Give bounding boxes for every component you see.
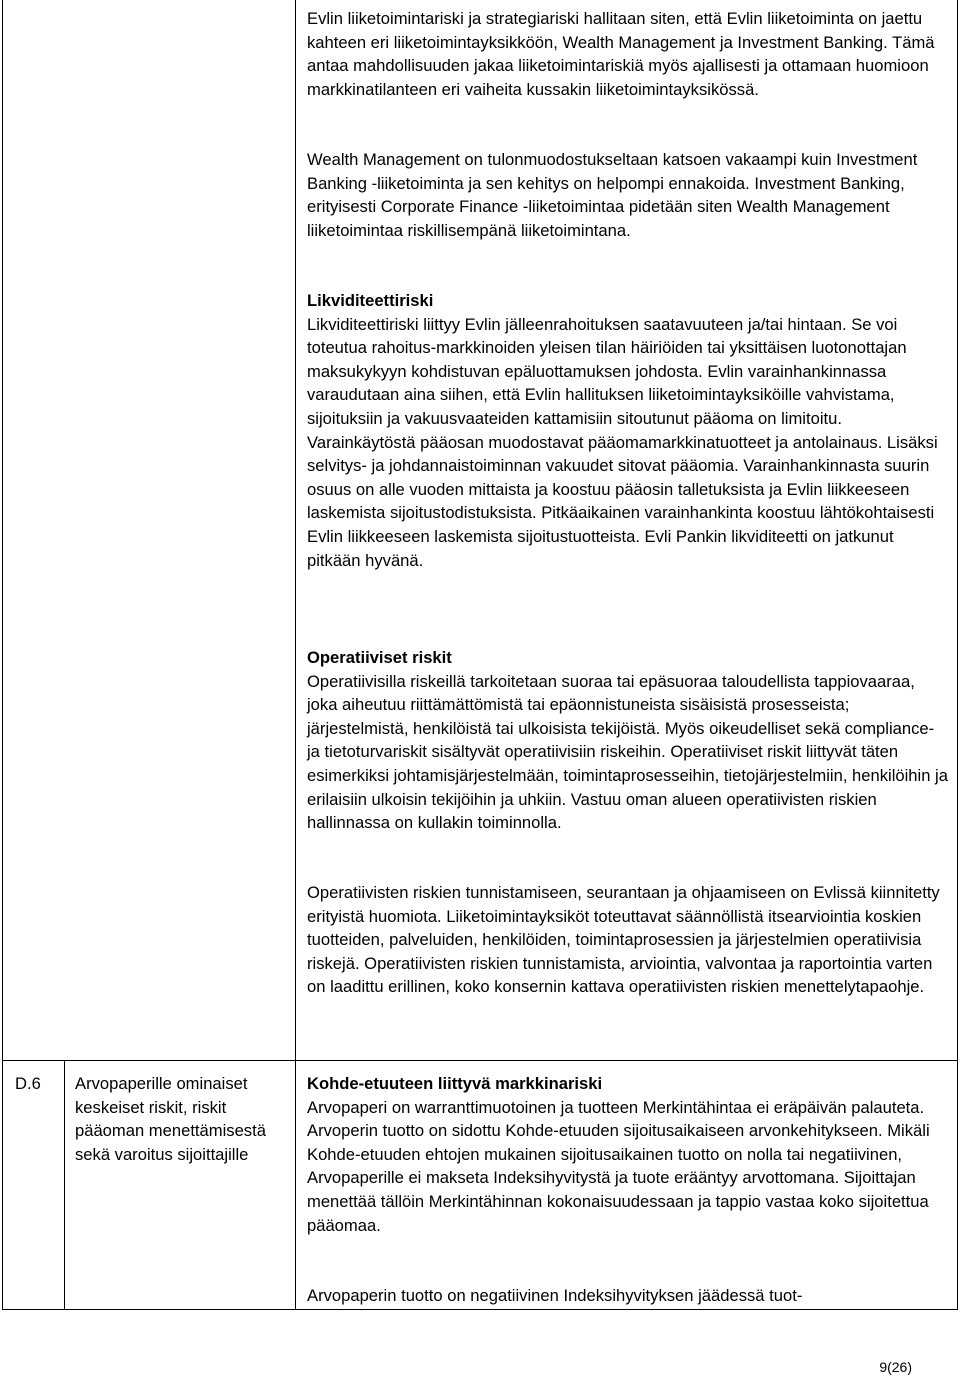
operational-risk-text: Operatiivisilla riskeillä tarkoitetaan suoraa tai epäsuoraa taloudellista tappiovaaraa, joka aiheutuu riittämättömistä tai epäonnistuneista sisäisistä prosesseista; järjestelmistä, henkilöistä tai ulkoisista tekijöistä. Myös oikeudelliset sekä compliance- ja tietoturvariskit sisältyvät operatiivisiin riskeihin. Operatiiviset riskit liittyvät täten esimerkiksi johtamisjärjestelmään, toimintaprosesseihin, tietojärjestelmiin, henkilöihin ja erilaisiin ulkoisin tekijöihin ja uhkiin. Vastuu oman alueen operatiivisten riskien hallinnassa on kullakin toiminnolla.: [307, 671, 948, 833]
market-risk-section: [307, 1072, 949, 1237]
document-table: [2, 0, 958, 1310]
section-title: Arvopaperille ominaiset keskeiset riskit, riskit pääoman menettämisestä sekä varoitus sijoittajille: [75, 1074, 266, 1164]
operational-risk-heading: Operatiiviset riskit: [307, 648, 452, 667]
negative-return-paragraph: Arvopaperin tuotto on negatiivinen Indeksihyvityksen jäädessä tuot-: [307, 1286, 803, 1305]
left-border-line: [2, 0, 3, 1310]
operational-risk-management-paragraph: Operatiivisten riskien tunnistamiseen, seurantaan ja ohjaamiseen on Evlissä kiinnitetty erityistä huomiota. Liiketoimintayksiköt toteuttavat säännöllistä itsearviointia koskien tuotteiden, palveluiden, henkilöiden, toimintaprosessien ja järjestelmien operatiivisia riskejä. Operatiivisten riskien tunnistamista, arviointia, valvontaa ja raportointia varten on laadittu erillinen, koko konsernin kattava operatiivisten riskien menettelytapaohje.: [307, 883, 940, 997]
liquidity-risk-section: [307, 289, 949, 572]
wealth-management-paragraph: Wealth Management on tulonmuodostukseltaan katsoen vakaampi kuin Investment Banking -liiketoiminta ja sen kehitys on helpompi ennakoida. Investment Banking, erityisesti Corporate Finance -liiketoimintaa pidetään siten Wealth Management liiketoimintaa riskillisempänä liiketoimintana.: [307, 150, 918, 240]
market-risk-cell: [307, 1060, 949, 1310]
column-divider-1: [64, 1060, 65, 1310]
market-risk-heading: Kohde-etuuteen liittyvä markkinariski: [307, 1074, 603, 1093]
market-risk-text: Arvopaperi on warranttimuotoinen ja tuotteen Merkintähintaa ei eräpäivän palauteta. Arvoperin tuotto on sidottu Kohde-etuuden sijoitusaikaiseen arvonkehitykseen. Mikäli Kohde-etuuden ehtojen mukainen sijoitusaikainen tuotto on nolla tai negatiivinen, Arvopaperille ei makseta Indeksihyvitystä ja tuote erääntyy arvottomana. Sijoittajan menettää tällöin Merkintähinnan kokonaisuudessaan ja tappio vastaa koko sijoitettua pääomaa.: [307, 1097, 930, 1235]
page-number: 9(26): [879, 1359, 912, 1375]
right-border-line: [957, 0, 958, 1310]
operational-risk-section: [307, 646, 949, 835]
column-divider-2: [295, 0, 296, 1310]
section-id: D.6: [15, 1074, 41, 1093]
liquidity-risk-text: Likviditeettiriski liittyy Evlin jälleenrahoituksen saatavuuteen ja/tai hintaan. Se voi toteutua rahoitus-markkinoiden yleisen tilan häiriöiden tai yksittäisen luotonottajan maksukykyyn kohdistuvan epäluottamuksen johdosta. Evlin varainhankinnassa varaudutaan aina siihen, että Evlin hallituksen liiketoimintayksiköille vahvistama, sijoituksiin ja vakuusvaateiden kattamisiin sitoutunut pääoma on limitoitu. Varainkäytöstä pääosan muodostavat pääomamarkkinatuotteet ja antolainaus. Lisäksi selvitys- ja johdannaistoiminnan vakuudet sitovat pääomia. Varainhankinnasta suurin osuus on alle vuoden mittaista ja koostuu pääosin talletuksista ja Evlin liikkeeseen laskemista sijoitustodistuksista. Pitkäaikainen varainhankinta koostuu lähtökohtaisesti Evlin liikkeeseen laskemista sijoitustuotteista. Evli Pankin likviditeetti on jatkunut pitkään hyvänä.: [307, 314, 938, 570]
liquidity-risk-heading: Likviditeettiriski: [307, 291, 434, 310]
business-risk-paragraph: Evlin liiketoimintariski ja strategiariski hallitaan siten, että Evlin liiketoiminta on jaettu kahteen eri liiketoimintayksikköön, Wealth Management ja Investment Banking. Tämä antaa mahdollisuuden jakaa liiketoimintariskiä myös ajallisesti ja ottamaan huomioon markkinatilanteen eri vaiheita kussakin liiketoimintayksikössä.: [307, 9, 935, 99]
risk-description-cell: [307, 0, 949, 1060]
